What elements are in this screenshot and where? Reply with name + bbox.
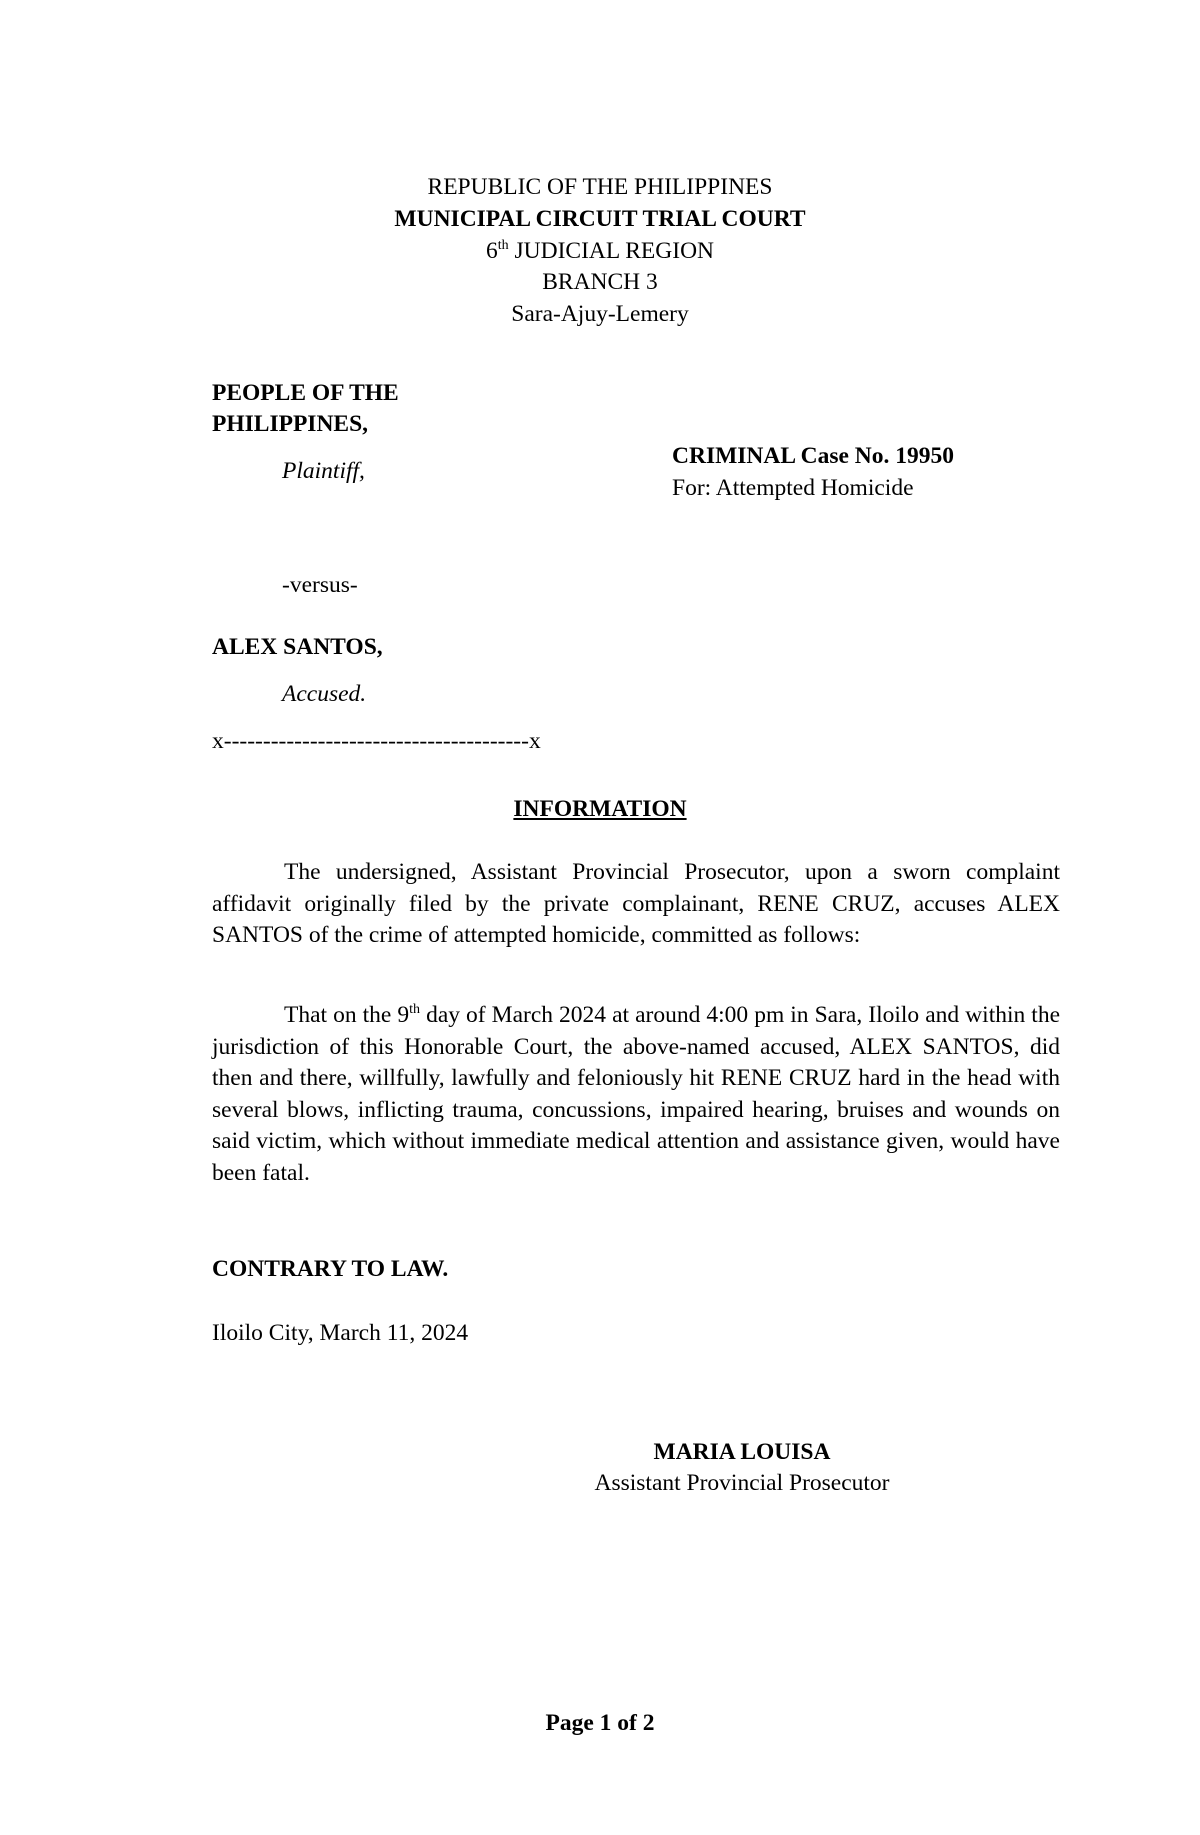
signatory-name: MARIA LOUISA <box>653 1439 831 1465</box>
region-text: JUDICIAL REGION <box>508 238 715 264</box>
header-branch: BRANCH 3 <box>542 269 658 295</box>
place-date: Iloilo City, March 11, 2024 <box>212 1320 469 1346</box>
versus-label: -versus- <box>282 572 358 598</box>
header-location: Sara-Ajuy-Lemery <box>511 301 689 327</box>
accused-role: Accused. <box>282 681 367 707</box>
document-title: INFORMATION <box>513 796 687 822</box>
caption-separator: x---------------------------------------x <box>212 728 541 754</box>
page-number: Page 1 of 2 <box>545 1710 655 1736</box>
plaintiff-line1: PEOPLE OF THE <box>212 380 399 406</box>
charge-text-rest: day of March 2024 at around 4:00 pm in Sara, Iloilo and within the jurisdiction of this Honorable Court, the above-named accused, ALEX SANTOS, did then and there, willfully, lawfully and feloniously hit RENE CRUZ hard in the head with several blows, inflicting trauma, concussions, impaired hearing, bruises and wounds on said victim, which without immediate medical attention and assistance given, would have been fatal. <box>212 1002 1060 1186</box>
case-number: CRIMINAL Case No. 19950 <box>672 443 954 469</box>
region-superscript: th <box>497 238 509 254</box>
header-court: MUNICIPAL CIRCUIT TRIAL COURT <box>394 206 806 232</box>
accused-name: ALEX SANTOS, <box>212 634 383 660</box>
region-number: 6 <box>485 238 498 264</box>
header-region <box>0 236 1200 267</box>
contrary-to-law: CONTRARY TO LAW. <box>212 1256 449 1282</box>
charge-superscript: th <box>409 1002 421 1018</box>
case-for: For: Attempted Homicide <box>672 475 914 501</box>
paragraph-charge <box>212 1000 1060 1189</box>
paragraph-complaint: The undersigned, Assistant Provincial Prosecutor, upon a sworn complaint affidavit originally filed by the private complainant, RENE CRUZ, accuses ALEX SANTOS of the crime of attempted homicide, committed as follows: <box>212 859 1060 948</box>
signatory-title: Assistant Provincial Prosecutor <box>594 1470 890 1496</box>
charge-text-start: That on the 9 <box>284 1002 410 1028</box>
header-republic: REPUBLIC OF THE PHILIPPINES <box>427 174 773 200</box>
plaintiff-role: Plaintiff, <box>282 458 365 484</box>
plaintiff-line2: PHILIPPINES, <box>212 411 369 437</box>
